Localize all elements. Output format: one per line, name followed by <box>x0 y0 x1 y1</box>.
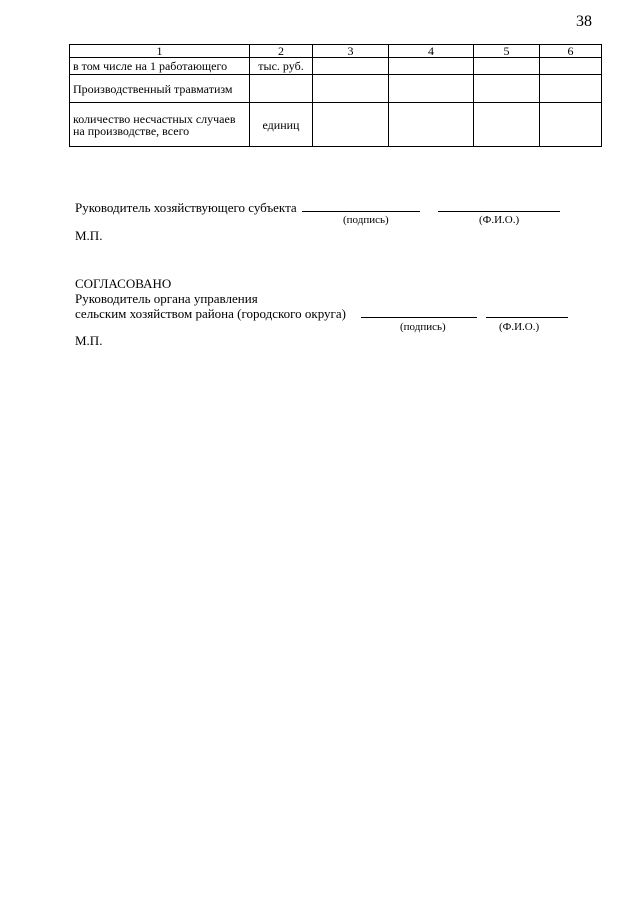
column-header: 1 <box>70 45 250 58</box>
column-header: 4 <box>389 45 474 58</box>
approval-name-caption: (Ф.И.О.) <box>499 321 540 333</box>
approval-title: СОГЛАСОВАНО <box>75 276 172 291</box>
approval-signature-caption: (подпись) <box>400 321 446 333</box>
table-cell <box>313 58 389 75</box>
signature-label: Руководитель хозяйствующего субъекта <box>75 200 297 215</box>
table-cell <box>474 75 540 103</box>
signature-line <box>302 211 420 212</box>
approval-signature-line <box>361 317 477 318</box>
report-table <box>69 44 602 147</box>
signature-caption: (подпись) <box>343 214 389 226</box>
row-name: Производственный травматизм <box>70 75 250 103</box>
table-cell <box>540 58 602 75</box>
column-header: 2 <box>250 45 313 58</box>
table-cell <box>474 103 540 147</box>
table-cell <box>389 103 474 147</box>
approval-stamp-label: М.П. <box>75 333 103 348</box>
approval-line-2: сельским хозяйством района (городского округа) <box>75 306 346 321</box>
table-row <box>70 103 602 147</box>
table-cell <box>540 75 602 103</box>
table-cell <box>313 75 389 103</box>
table-cell <box>389 58 474 75</box>
column-header: 6 <box>540 45 602 58</box>
table-cell <box>313 103 389 147</box>
column-header: 3 <box>313 45 389 58</box>
table-header-row <box>70 45 602 58</box>
table-cell <box>474 58 540 75</box>
row-name: в том числе на 1 работающего <box>70 58 250 75</box>
row-name: количество несчастных случаев на производстве, всего <box>70 103 250 147</box>
name-caption: (Ф.И.О.) <box>479 214 520 226</box>
row-unit: тыс. руб. <box>250 58 313 75</box>
stamp-label: М.П. <box>75 228 103 243</box>
table-row <box>70 58 602 75</box>
table-cell <box>389 75 474 103</box>
row-unit: единиц <box>250 103 313 147</box>
name-line <box>438 211 560 212</box>
approval-line-1: Руководитель органа управления <box>75 291 258 306</box>
approval-name-line <box>486 317 568 318</box>
table-row <box>70 75 602 103</box>
table-cell <box>540 103 602 147</box>
page-number: 38 <box>576 13 592 30</box>
column-header: 5 <box>474 45 540 58</box>
row-unit <box>250 75 313 103</box>
